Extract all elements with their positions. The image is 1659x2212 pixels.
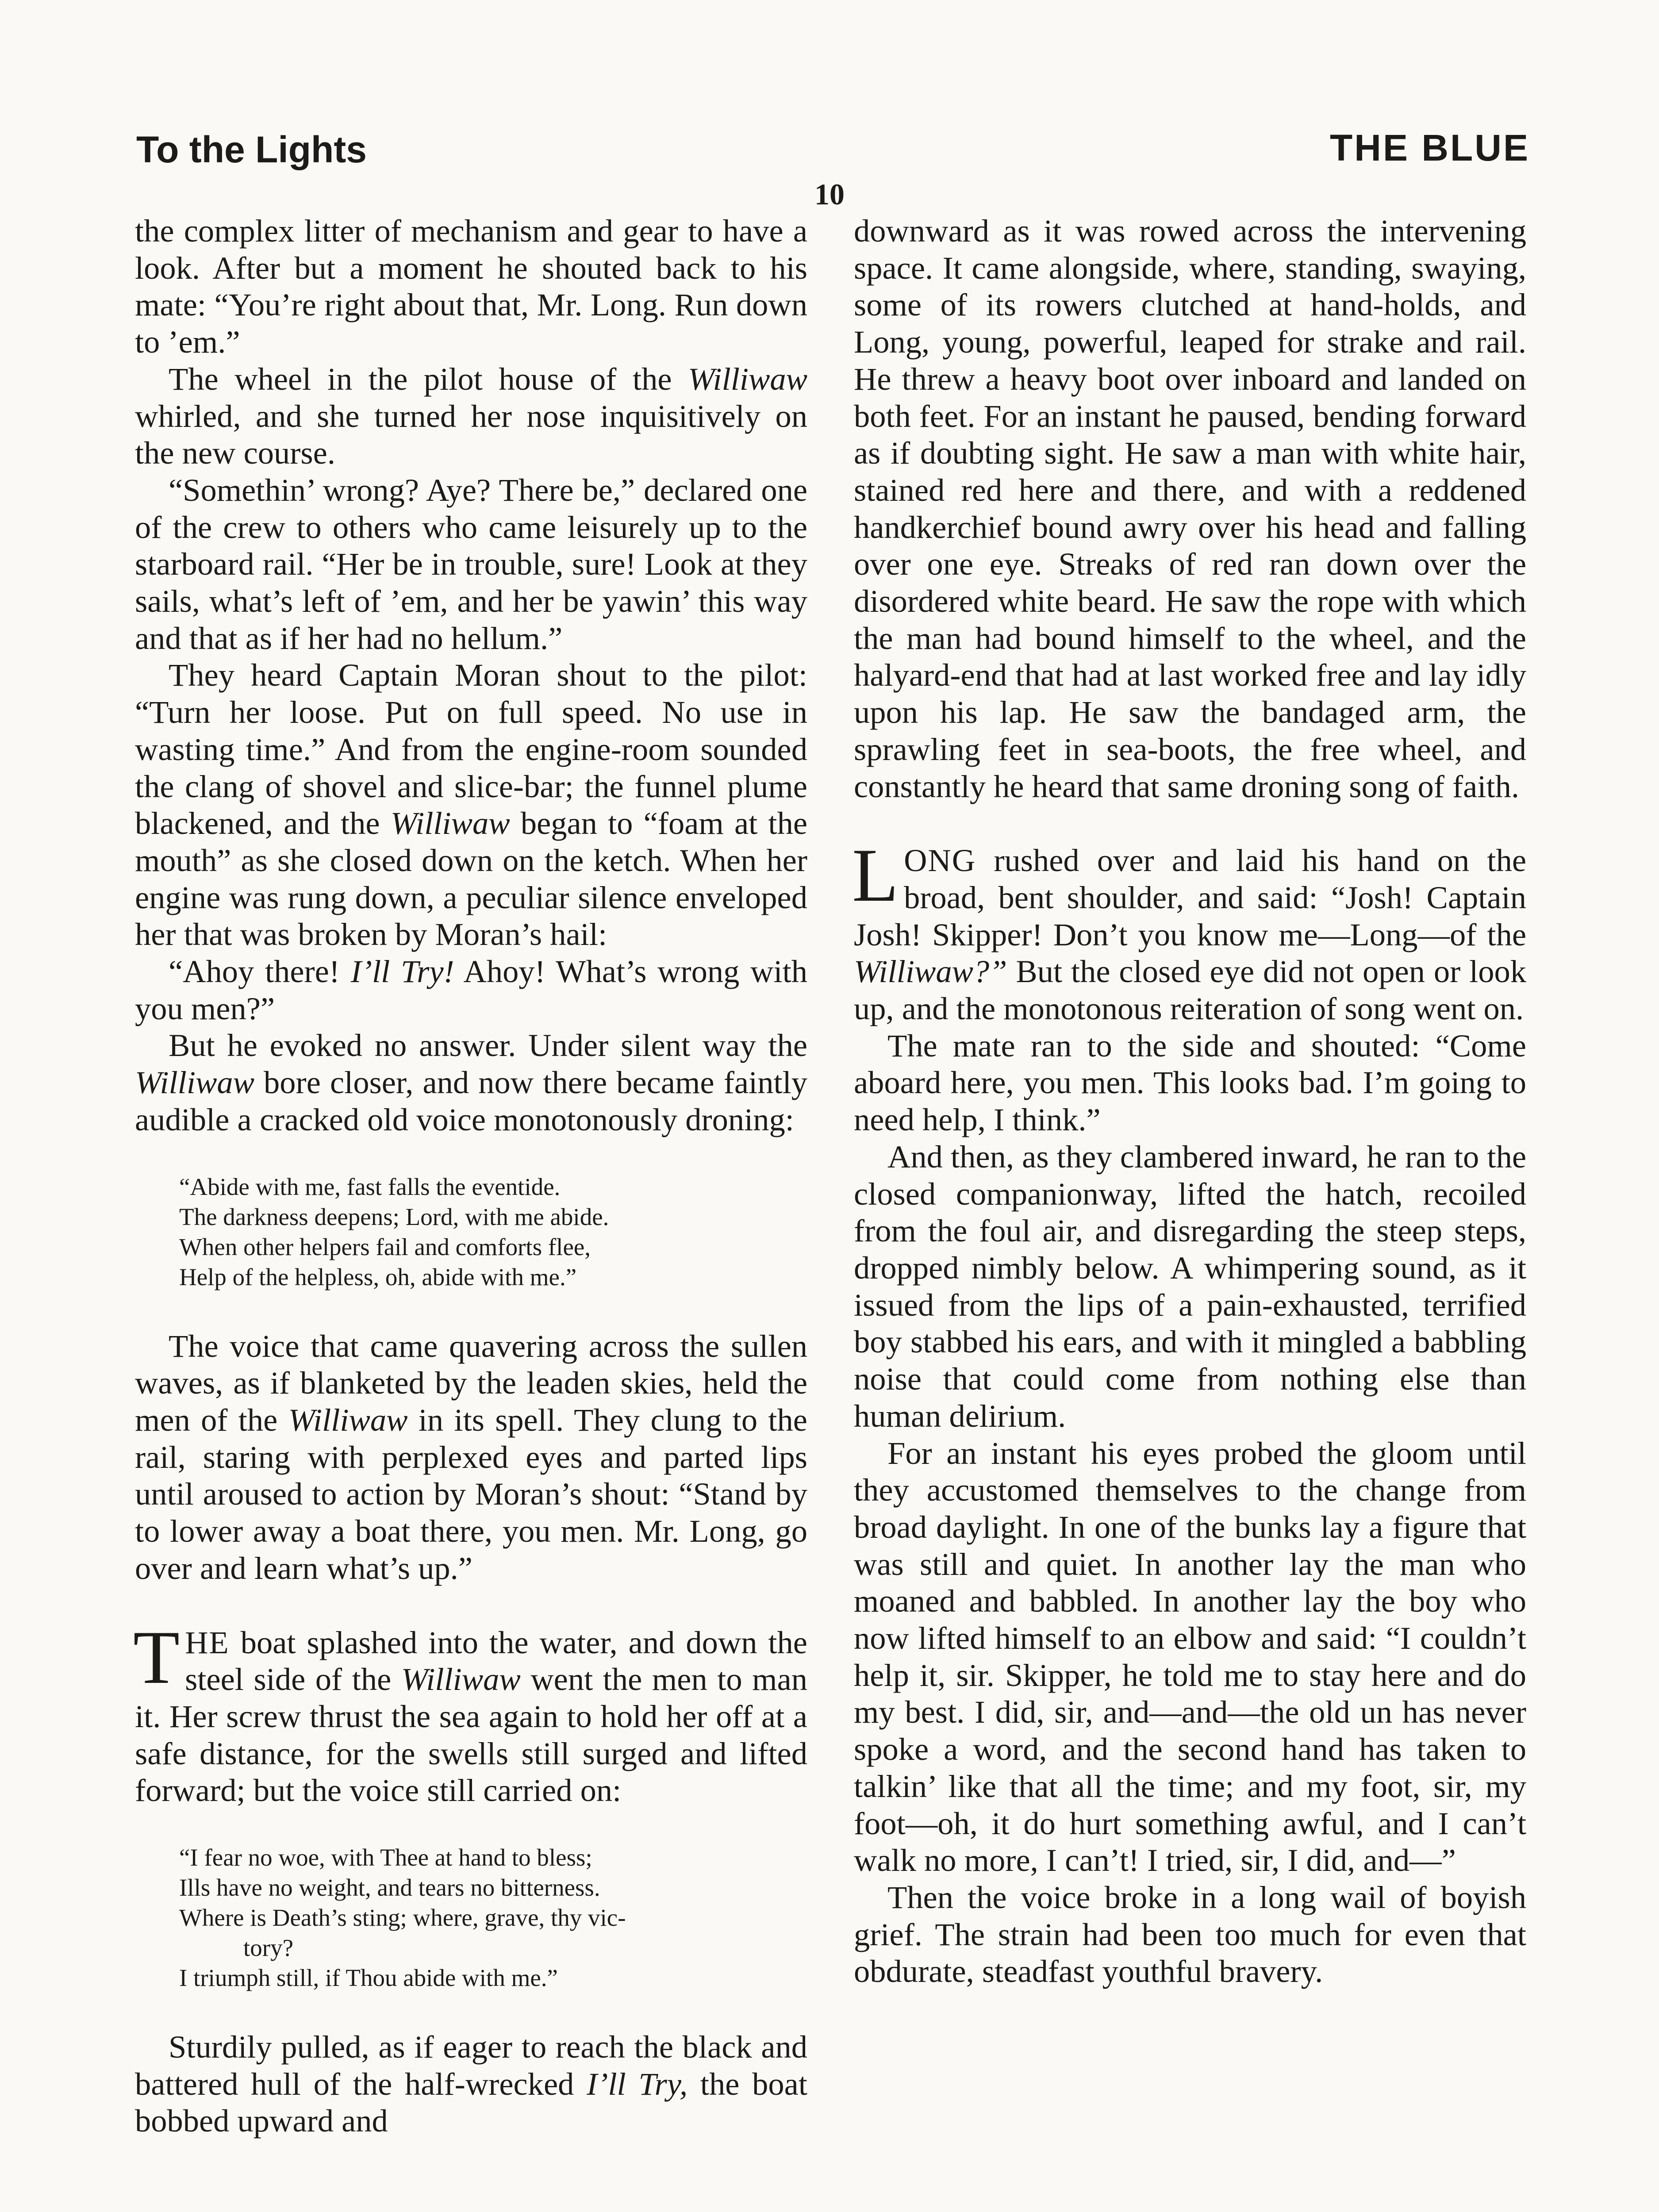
drop-cap: T — [133, 1615, 180, 1700]
paragraph: The voice that came quavering across the sullen waves, as if blanketed by the leaden skies, held the men of the Williwaw in its spell. They clung to the rail, staring with perplexed eyes and parted lips until aroused to action by Moran’s shout: “Stand by to lower away a boat there, you men. Mr. Long, go over and learn what’s up.” — [135, 1328, 807, 1586]
ship-name: Williwaw — [135, 1064, 254, 1101]
paragraph: “Somethin’ wrong? Aye? There be,” declared one of the crew to others who came leisurely up to the starboard rail. “Her be in trouble, sure! Look at they sails, what’s left of ’em, and her be yawin’ this way and that as if her had no hellum.” — [135, 472, 807, 656]
paragraph: the complex litter of mechanism and gear to have a look. After but a moment he shouted back to his mate: “You’re right about that, Mr. Long. Run down to ’em.” — [135, 213, 807, 360]
page-header — [136, 124, 1530, 181]
verse-line: tory? — [243, 1934, 294, 1962]
verse-line: Ills have no weight, and tears no bitterness. — [179, 1874, 600, 1901]
paragraph: But he evoked no answer. Under silent way the Williwaw bore closer, and now there became faintly audible a cracked old voice monotonously droning: — [135, 1027, 807, 1137]
ship-name: Williwaw?” — [854, 953, 1007, 990]
ship-name: I’ll Try! — [350, 953, 454, 990]
running-title: To the Lights — [136, 129, 367, 170]
page-number: 10 — [814, 177, 845, 211]
paragraph: Sturdily pulled, as if eager to reach the black and battered hull of the half-wrecked I’ll Try, the boat bobbed upward and — [135, 2029, 807, 2139]
paragraph: Then the voice broke in a long wail of boyish grief. The strain had been too much for even that obdurate, steadfast youthful bravery. — [854, 1879, 1526, 1989]
ship-name: Williwaw — [390, 805, 510, 841]
drop-cap: L — [852, 833, 899, 918]
paragraph: The wheel in the pilot house of the Williwaw whirled, and she turned her nose inquisitively on the new course. — [135, 361, 807, 471]
verse-line: I triumph still, if Thou abide with me.” — [179, 1964, 558, 1992]
ship-name: Williwaw — [688, 361, 807, 397]
verse-line: Help of the helpless, oh, abide with me.” — [179, 1263, 577, 1290]
section-paragraph: LONG rushed over and laid his hand on the broad, bent shoulder, and said: “Josh! Captain Josh! Skipper! Don’t you know me—Long—of the Williwaw?” But the closed eye did not open or look up, and the monotonous reiteration of song went on. — [852, 833, 1526, 1027]
ship-name: Williwaw — [288, 1402, 408, 1438]
paragraph: For an instant his eyes probed the gloom until they accustomed themselves to the change from broad daylight. In one of the bunks lay a figure that was still and quiet. In another lay the man who moaned and babbled. In another lay the boy who now lifted himself to an elbow and said: “I couldn’t help it, sir. Skipper, he told me to stay here and do my best. I did, sir, and—and—the old un has never spoke a word, and the second hand has taken to talkin’ like that all the time; and my foot, sir, my foot—oh, it do hurt something awful, and I can’t walk no more, I can’t! I tried, sir, I did, and—” — [854, 1435, 1526, 1878]
paragraph: downward as it was rowed across the intervening space. It came alongside, where, standing, swaying, some of its rowers clutched at hand-holds, and Long, young, powerful, leaped for strake and rail. He threw a heavy boot over inboard and landed on both feet. For an instant he paused, bending forward as if doubting sight. He saw a man with white hair, stained red here and there, and with a reddened handkerchief bound awry over his head and falling over one eye. Streaks of red ran down over the disordered white beard. He saw the rope with which the man had bound himself to the wheel, and the halyard-end that had at last worked free and lay idly upon his lap. He saw the bandaged arm, the sprawling feet in sea-boots, the free wheel, and constantly he heard that same droning song of faith. — [854, 213, 1526, 804]
left-column — [135, 212, 807, 2139]
verse-line: When other helpers fail and comforts flee, — [179, 1233, 591, 1260]
verse-line: The darkness deepens; Lord, with me abide. — [179, 1203, 609, 1230]
paragraph: They heard Captain Moran shout to the pilot: “Turn her loose. Put on full speed. No use in wasting time.” And from the engine-room sounded the clang of shovel and slice-bar; the funnel plume blackened, and the Williwaw began to “foam at the mouth” as she closed down on the ketch. When her engine was rung down, a peculiar silence enveloped her that was broken by Moran’s hail: — [135, 657, 807, 952]
verse-line: Where is Death’s sting; where, grave, thy vic- — [179, 1904, 626, 1932]
ship-name: I’ll Try, — [587, 2066, 688, 2102]
ship-name: Williwaw — [401, 1661, 521, 1697]
publication-title: THE BLUE — [1330, 127, 1530, 169]
verse-line: “Abide with me, fast falls the eventide. — [179, 1173, 561, 1200]
paragraph: The mate ran to the side and shouted: “Come aboard here, you men. This looks bad. I’m going to need help, I think.” — [854, 1027, 1526, 1138]
hymn-verse — [179, 1172, 807, 1292]
paragraph: And then, as they clambered inward, he ran to the closed companionway, lifted the hatch, recoiled from the foul air, and disregarding the steep steps, dropped nimbly below. A whimpering sound, as it issued from the lips of a pain-exhausted, terrified boy stabbed his ears, and with it mingled a babbling noise that could come from nothing else than human delirium. — [854, 1138, 1526, 1434]
verse-line: “I fear no woe, with Thee at hand to bless; — [179, 1844, 592, 1871]
hymn-verse — [179, 1843, 807, 1993]
section-paragraph: THE boat splashed into the water, and down the steel side of the Williwaw went the men to man it. Her screw thrust the sea again to hold her off at a safe distance, for the swells still surged and lifted forward; but the voice still carried on: — [133, 1615, 808, 1809]
right-column — [854, 212, 1526, 1990]
paragraph: “Ahoy there! I’ll Try! Ahoy! What’s wrong with you men?” — [135, 953, 808, 1026]
